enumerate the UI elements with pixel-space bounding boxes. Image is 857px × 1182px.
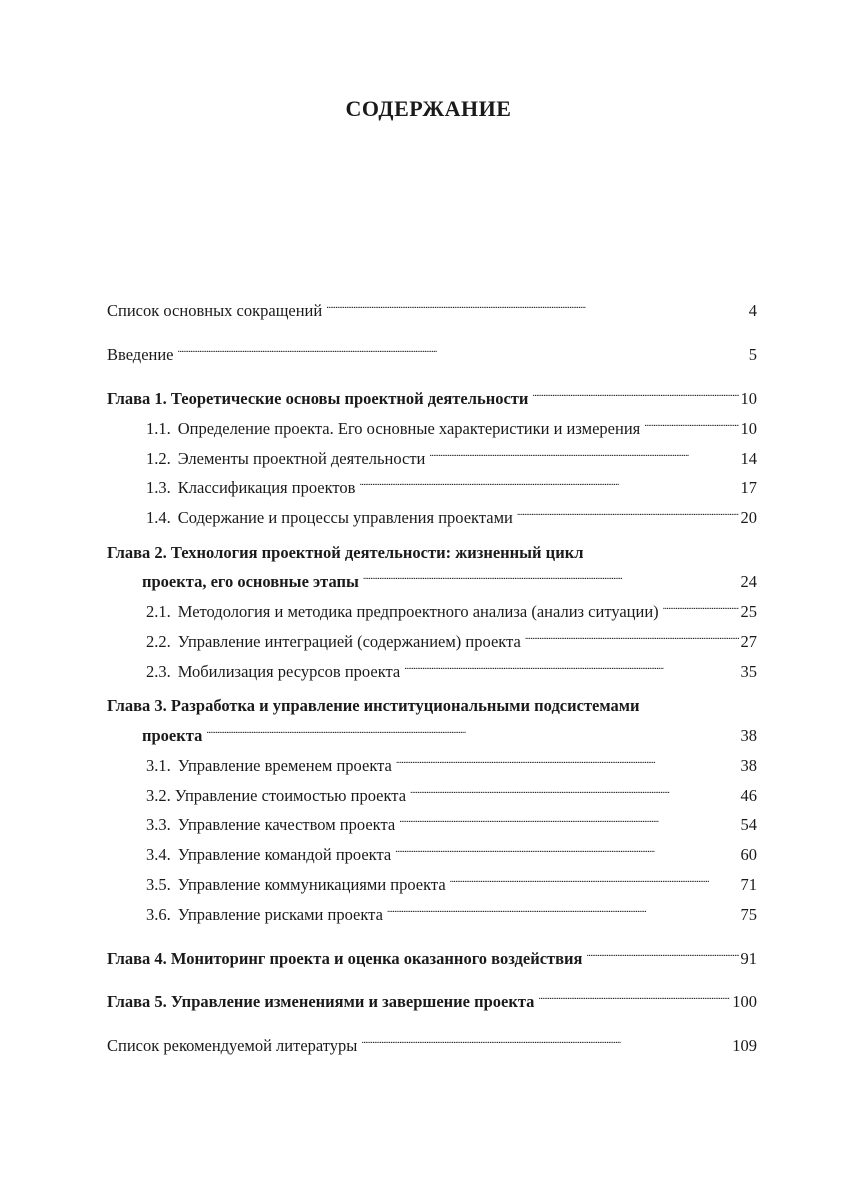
toc-chapter-title: Глава 5. Управление изменениями и завершение проекта	[107, 992, 535, 1012]
toc-section-title: Управление рисками проекта	[177, 904, 383, 924]
toc-entry-literature[interactable]	[107, 1028, 757, 1058]
toc-chapter-title: Глава 4. Мониторинг проекта и оценка оказанного воздействия	[107, 948, 583, 968]
dot-leader	[532, 381, 738, 404]
toc-entry-page: 14	[740, 448, 757, 468]
toc-section-number: 1.2.	[146, 448, 171, 468]
toc-entry-page: 10	[740, 418, 757, 438]
toc-chapter-2-heading[interactable]: Глава 2. Технология проектной деятельности: жизненный цикл	[107, 542, 584, 562]
toc-section-title: Управление командой проекта	[177, 845, 392, 865]
dot-leader	[450, 867, 739, 890]
toc-section-3-2[interactable]	[107, 777, 757, 807]
toc-section-number: 3.4.	[146, 845, 171, 865]
toc-entry-introduction[interactable]	[107, 337, 757, 367]
dot-leader	[538, 984, 730, 1007]
dot-leader	[387, 896, 739, 919]
toc-entry-page: 60	[740, 845, 757, 865]
toc-chapter-4[interactable]	[107, 940, 757, 970]
toc-section-number: 2.3.	[146, 661, 171, 681]
toc-section-title: Методология и методика предпроектного анализа (анализ ситуации)	[177, 602, 659, 622]
toc-entry-page: 75	[740, 904, 757, 924]
toc-entry-page: 54	[740, 815, 757, 835]
toc-entry-page: 38	[740, 755, 757, 775]
toc-section-1-2[interactable]	[107, 440, 757, 470]
table-of-contents	[107, 293, 757, 1058]
toc-entry-page: 109	[732, 1036, 757, 1056]
toc-entry-page: 35	[740, 661, 757, 681]
toc-entry-page: 17	[740, 478, 757, 498]
dot-leader	[517, 500, 739, 523]
toc-entry-title: Список рекомендуемой литературы	[107, 1036, 358, 1056]
toc-section-3-3[interactable]	[107, 807, 757, 837]
toc-chapter-1[interactable]	[107, 381, 757, 411]
toc-entry-page: 38	[740, 725, 757, 745]
toc-section-3-6[interactable]	[107, 896, 757, 926]
dot-leader	[410, 777, 738, 800]
dot-leader	[206, 718, 738, 741]
toc-section-number: 3.3.	[146, 815, 171, 835]
toc-section-3-1[interactable]	[107, 747, 757, 777]
toc-entry-page: 4	[748, 301, 757, 321]
toc-entry-page: 27	[740, 631, 757, 651]
toc-chapter-title: проекта, его основные этапы	[142, 572, 359, 592]
toc-entry-abbreviations[interactable]	[107, 293, 757, 323]
dot-leader	[399, 807, 738, 830]
toc-entry-title: Список основных сокращений	[107, 301, 323, 321]
toc-entry-page: 25	[740, 602, 757, 622]
toc-section-2-1[interactable]	[107, 594, 757, 624]
toc-section-2-2[interactable]	[107, 624, 757, 654]
toc-section-title: Управление временем проекта	[177, 755, 392, 775]
toc-section-number: 1.3.	[146, 478, 171, 498]
toc-entry-page: 100	[732, 992, 757, 1012]
toc-section-1-3[interactable]	[107, 470, 757, 500]
toc-section-title: Мобилизация ресурсов проекта	[177, 661, 401, 681]
dot-leader	[363, 564, 739, 587]
dot-leader	[178, 337, 747, 360]
toc-section-title: Управление коммуникациями проекта	[177, 874, 446, 894]
toc-section-1-1[interactable]	[107, 410, 757, 440]
toc-chapter-title: Глава 1. Теоретические основы проектной деятельности	[107, 388, 529, 408]
toc-chapter-title: проекта	[142, 725, 203, 745]
toc-section-title: Содержание и процессы управления проектами	[177, 508, 513, 528]
dot-leader	[326, 293, 747, 316]
toc-entry-page: 24	[740, 572, 757, 592]
dot-leader	[525, 624, 739, 647]
toc-section-1-4[interactable]	[107, 500, 757, 530]
toc-section-number: 2.2.	[146, 631, 171, 651]
toc-section-number: 2.1.	[146, 602, 171, 622]
toc-entry-page: 20	[740, 508, 757, 528]
toc-entry-page: 5	[748, 345, 757, 365]
toc-section-number: 3.1.	[146, 755, 171, 775]
dot-leader	[663, 594, 739, 617]
toc-chapter-2[interactable]	[107, 564, 757, 594]
toc-section-title: Определение проекта. Его основные характеристики и измерения	[177, 418, 641, 438]
toc-section-number: 3.2.	[146, 785, 171, 805]
toc-section-title: Управление интеграцией (содержанием) проекта	[177, 631, 521, 651]
dot-leader	[395, 837, 738, 860]
toc-section-3-4[interactable]	[107, 837, 757, 867]
toc-entry-page: 10	[740, 388, 757, 408]
toc-section-number: 1.4.	[146, 508, 171, 528]
toc-chapter-5[interactable]	[107, 984, 757, 1014]
dot-leader	[586, 940, 738, 963]
toc-entry-page: 71	[740, 874, 757, 894]
page-title: СОДЕРЖАНИЕ	[345, 96, 512, 121]
toc-chapter-3[interactable]	[107, 718, 757, 748]
toc-chapter-3-heading[interactable]: Глава 3. Разработка и управление институциональными подсистемами	[107, 696, 640, 716]
dot-leader	[404, 653, 738, 676]
dot-leader	[359, 470, 738, 493]
toc-entry-page: 46	[740, 785, 757, 805]
toc-section-2-3[interactable]	[107, 653, 757, 683]
toc-section-title: Элементы проектной деятельности	[177, 448, 426, 468]
dot-leader	[644, 410, 738, 433]
dot-leader	[361, 1028, 730, 1051]
toc-section-title: Управление стоимостью проекта	[174, 785, 407, 805]
toc-section-number: 3.5.	[146, 874, 171, 894]
toc-section-title: Классификация проектов	[177, 478, 356, 498]
toc-section-number: 1.1.	[146, 418, 171, 438]
toc-entry-page: 91	[740, 948, 757, 968]
toc-section-number: 3.6.	[146, 904, 171, 924]
toc-section-title: Управление качеством проекта	[177, 815, 396, 835]
toc-entry-title: Введение	[107, 345, 174, 365]
dot-leader	[429, 440, 738, 463]
dot-leader	[396, 747, 739, 770]
toc-section-3-5[interactable]	[107, 867, 757, 897]
